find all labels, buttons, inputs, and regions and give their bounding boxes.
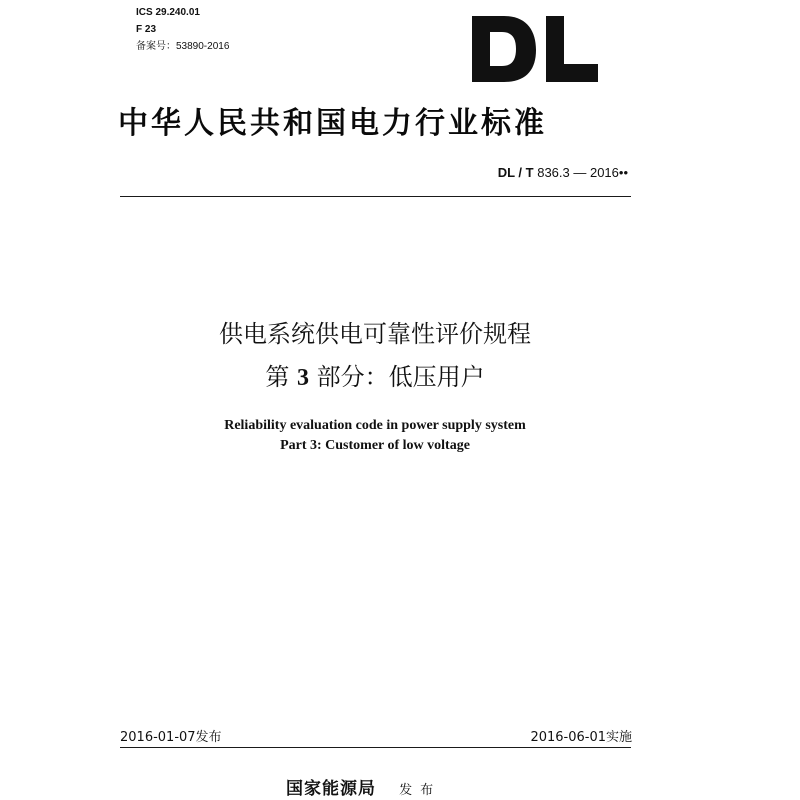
english-title-line-2: Part 3: Customer of low voltage bbox=[280, 438, 470, 453]
chinese-title-line-2 bbox=[0, 357, 750, 392]
ics-code: ICS 29.240.01 bbox=[136, 7, 200, 18]
standard-category-title: 中华人民共和国电力行业标准 bbox=[118, 106, 547, 141]
standard-code-number: 836.3 — 2016•• bbox=[537, 165, 628, 180]
english-title-line-1: Reliability evaluation code in power supply system bbox=[224, 418, 526, 433]
chinese-title-line-1: 供电系统供电可靠性评价规程 bbox=[219, 320, 531, 348]
classification-block bbox=[136, 4, 229, 55]
category-code: F 23 bbox=[136, 24, 157, 35]
dl-logo bbox=[470, 12, 600, 84]
issue-date: 2016-01-07发布 bbox=[120, 730, 222, 745]
chinese-title-part-prefix: 第 bbox=[265, 363, 290, 391]
standard-code-prefix: DL / T bbox=[497, 165, 534, 180]
record-number: 备案号：53890-2016 bbox=[136, 41, 230, 52]
issuer-organization: 国家能源局 bbox=[286, 779, 376, 799]
standard-number bbox=[498, 165, 628, 180]
top-divider bbox=[120, 196, 631, 197]
issuer-action: 发布 bbox=[399, 783, 442, 798]
chinese-title-part-number: 3 bbox=[297, 365, 309, 391]
chinese-title-part-suffix: 部分：低压用户 bbox=[316, 363, 485, 391]
issuing-authority bbox=[286, 774, 441, 799]
implementation-date: 2016-06-01实施 bbox=[530, 730, 632, 745]
bottom-divider bbox=[120, 747, 631, 748]
